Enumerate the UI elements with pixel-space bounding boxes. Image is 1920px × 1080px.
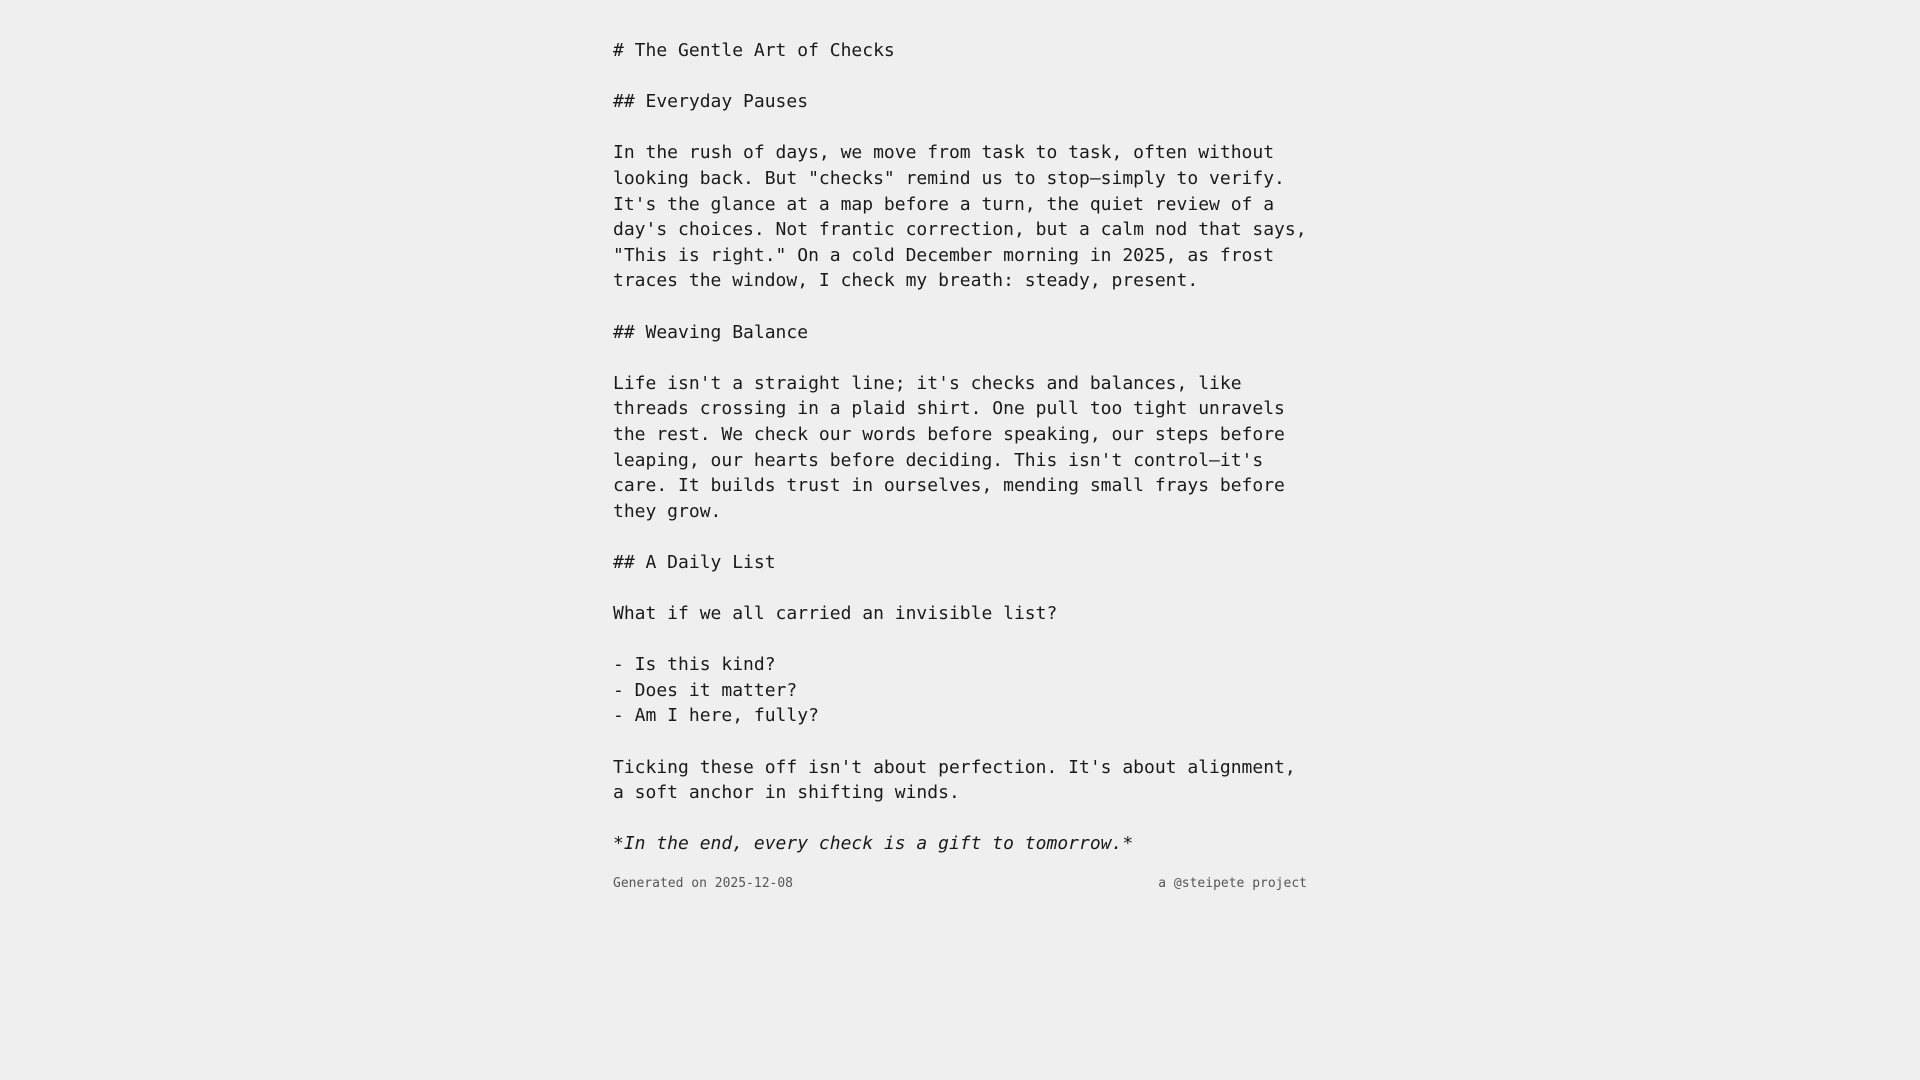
- list-item: - Am I here, fully?: [613, 705, 819, 727]
- checklist: [613, 652, 1313, 729]
- generated-date: Generated on 2025-12-08: [613, 876, 794, 891]
- page-title: # The Gentle Art of Checks: [613, 40, 895, 61]
- section-heading-daily-list: ## A Daily List: [613, 551, 776, 573]
- project-credit: a @steipete project: [1158, 876, 1307, 891]
- list-intro: What if we all carried an invisible list?: [613, 603, 1058, 625]
- list-item: - Does it matter?: [613, 679, 798, 701]
- document: [613, 38, 1318, 857]
- footer: [613, 876, 1307, 891]
- paragraph-weaving-balance: Life isn't a straight line; it's checks and balances, like threads crossing in a plaid shirt. One pull too tight unravels the rest. We check our words before speaking, our steps before leaping, our hearts before deciding. This isn't control—it's care. It builds trust in ourselves, mending small frays before they grow.: [613, 372, 1296, 522]
- closing-line: *In the end, every check is a gift to tomorrow.*: [613, 833, 1134, 855]
- section-heading-everyday-pauses: ## Everyday Pauses: [613, 91, 809, 113]
- paragraph-daily-list: Ticking these off isn't about perfection. It's about alignment, a soft anchor in shifting winds.: [613, 756, 1307, 804]
- list-item: - Is this kind?: [613, 654, 776, 676]
- section-heading-weaving-balance: ## Weaving Balance: [613, 321, 809, 343]
- paragraph-everyday-pauses: In the rush of days, we move from task to task, often without looking back. But "checks" remind us to stop—simply to verify. It's the glance at a map before a turn, the quiet review of a day's choices. Not frantic correction, but a calm nod that says, "This is right." On a cold December morning in 2025, as frost traces the window, I check my breath: steady, present.: [613, 142, 1318, 292]
